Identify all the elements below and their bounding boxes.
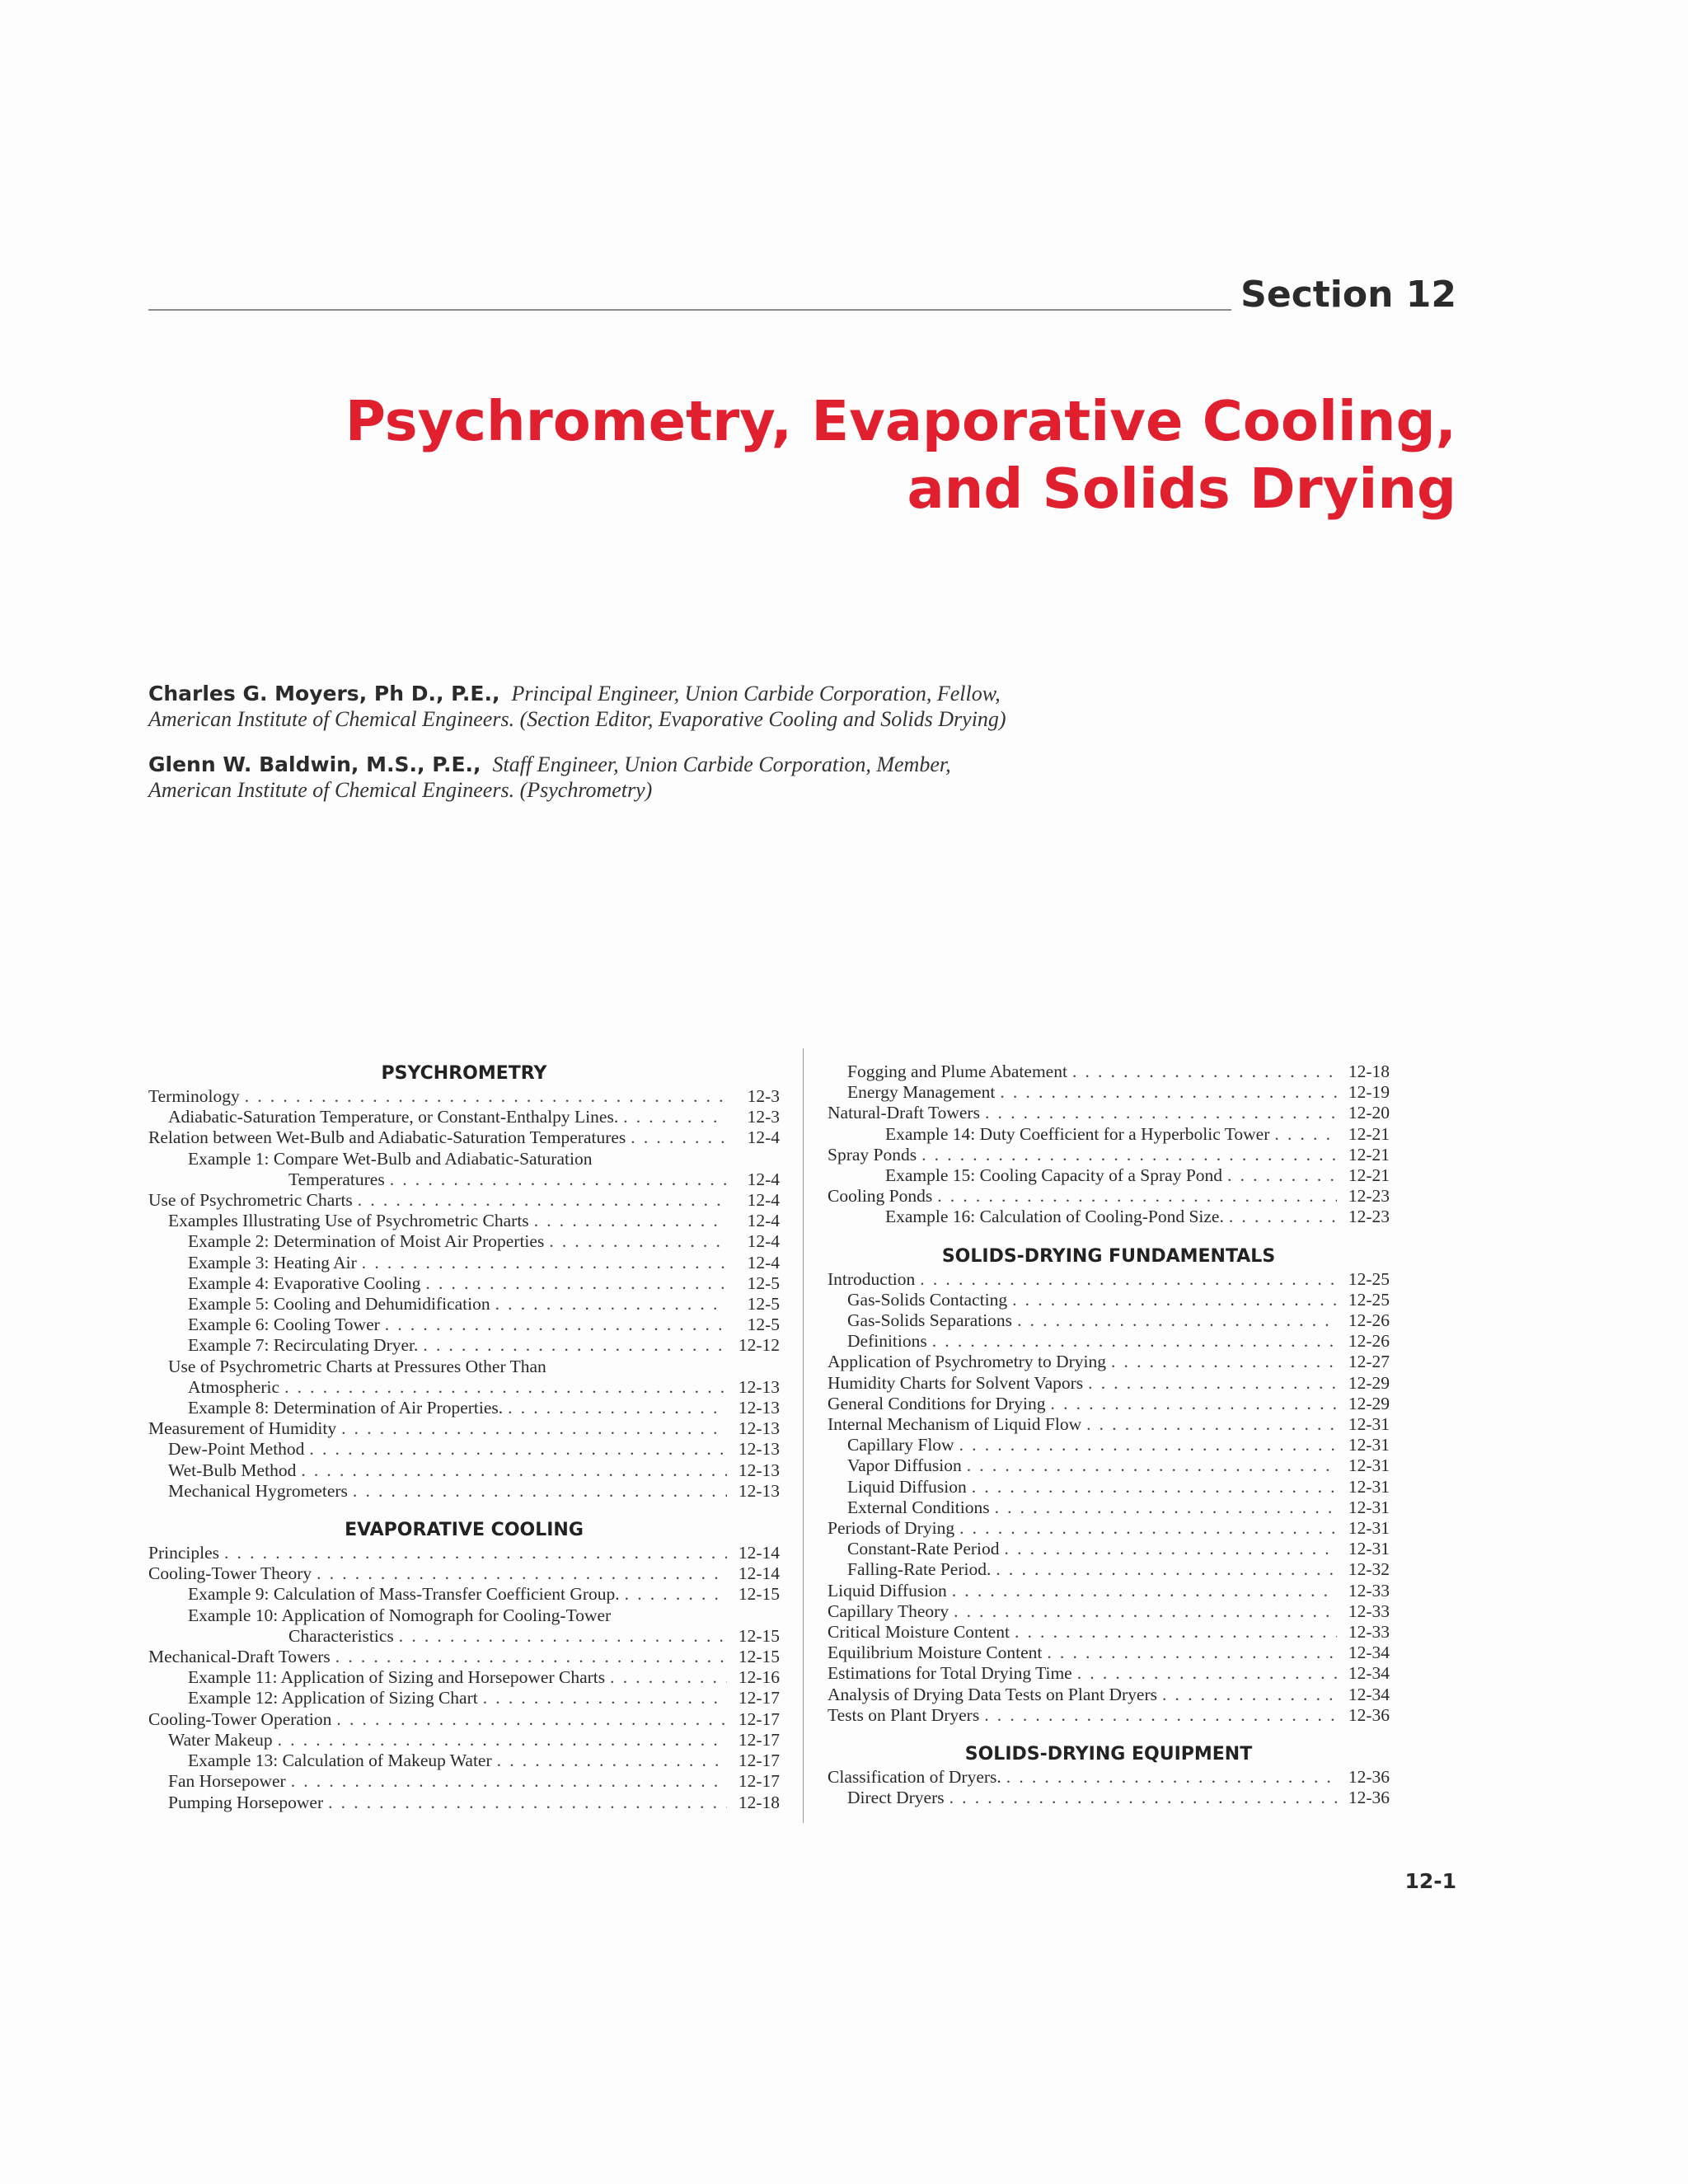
- toc-entry-title: Falling-Rate Period.: [847, 1559, 992, 1580]
- toc-entry[interactable]: [148, 1584, 780, 1605]
- toc-entry-title: Introduction: [828, 1268, 916, 1289]
- toc-entry-title: Energy Management: [847, 1082, 996, 1103]
- toc-entry[interactable]: [148, 1626, 780, 1647]
- toc-entry-title: Capillary Flow: [847, 1435, 954, 1455]
- toc-entry-page: 12-17: [738, 1708, 780, 1729]
- toc-entry-title: Water Makeup: [168, 1729, 273, 1750]
- toc-entry-page: 12-23: [1348, 1207, 1390, 1227]
- toc-entry-title: Fan Horsepower: [168, 1771, 286, 1792]
- toc-entry[interactable]: [828, 1062, 1390, 1082]
- author-list: [148, 681, 1010, 823]
- toc-entry[interactable]: [148, 1294, 780, 1315]
- toc-entry-title: Characteristics: [288, 1625, 394, 1646]
- toc-leader-dots: [967, 1455, 1337, 1476]
- toc-entry-title: Liquid Diffusion: [847, 1476, 967, 1497]
- toc-entry-title: Dew-Point Method: [168, 1439, 305, 1460]
- toc-entry-title: Natural-Draft Towers: [828, 1103, 980, 1123]
- toc-entry-title: Example 5: Cooling and Dehumidification: [188, 1294, 490, 1315]
- toc-leader-dots: [1077, 1663, 1337, 1684]
- toc-leader-dots: [959, 1435, 1337, 1455]
- toc-entry-page: 12-16: [738, 1667, 780, 1688]
- toc-leader-dots: [495, 1294, 727, 1315]
- toc-entry-title: Example 14: Duty Coefficient for a Hyperbolic Tower: [885, 1123, 1270, 1144]
- title-line-2: and Solids Drying: [907, 457, 1456, 521]
- toc-entry-title: Example 15: Cooling Capacity of a Spray Pond: [885, 1165, 1223, 1186]
- toc-entry-title: Example 4: Evaporative Cooling: [188, 1272, 421, 1293]
- toc-entry-title: Example 12: Application of Sizing Chart: [188, 1688, 478, 1708]
- toc-entry[interactable]: [148, 1190, 780, 1211]
- toc-entry-title: Pumping Horsepower: [168, 1792, 324, 1812]
- toc-leader-dots: [972, 1477, 1337, 1497]
- toc-entry[interactable]: [148, 1460, 780, 1481]
- toc-entry-title: Example 7: Recirculating Dryer.: [188, 1335, 419, 1356]
- toc-leader-dots: [937, 1186, 1337, 1207]
- toc-entry-page: 12-5: [747, 1294, 780, 1315]
- toc-entry-page: 12-29: [1348, 1372, 1390, 1393]
- toc-leader-dots: [920, 1269, 1337, 1290]
- toc-entry-title: Periods of Drying: [828, 1518, 955, 1539]
- toc-entry-title: Humidity Charts for Solvent Vapors: [828, 1372, 1084, 1393]
- toc-entry-title: Examples Illustrating Use of Psychrometric Charts: [168, 1211, 529, 1231]
- toc-entry-title: Example 11: Application of Sizing and Horsepower Charts: [188, 1667, 606, 1688]
- toc-entry[interactable]: [828, 1082, 1390, 1103]
- toc-entry-page: 12-36: [1348, 1788, 1390, 1808]
- toc-leader-dots: [328, 1793, 727, 1813]
- toc-leader-dots: [335, 1647, 727, 1667]
- toc-entry-page: 12-32: [1348, 1559, 1390, 1580]
- toc-entry[interactable]: [148, 1793, 780, 1813]
- toc-leader-dots: [932, 1331, 1337, 1352]
- toc-entry-page: 12-31: [1348, 1497, 1390, 1517]
- toc-entry[interactable]: [148, 1357, 780, 1377]
- toc-leader-dots: [284, 1377, 727, 1398]
- toc-left-column: [148, 1062, 780, 1813]
- toc-list-evaporative-cooling-continued: [828, 1062, 1390, 1228]
- toc-entry-title: Spray Ponds: [828, 1144, 917, 1165]
- toc-entry[interactable]: [148, 1231, 780, 1252]
- page-number: 12-1: [1404, 1869, 1456, 1893]
- toc-leader-dots: [358, 1190, 727, 1211]
- toc-leader-dots: [1162, 1685, 1337, 1705]
- toc-entry-title: Gas-Solids Separations: [847, 1310, 1013, 1331]
- toc-entry[interactable]: [828, 1290, 1390, 1310]
- toc-entry-title: Constant-Rate Period: [847, 1539, 1000, 1559]
- toc-entry-title: Liquid Diffusion: [828, 1580, 947, 1601]
- toc-entry-title: External Conditions: [847, 1497, 990, 1517]
- toc-entry[interactable]: [148, 1667, 780, 1688]
- toc-entry[interactable]: [148, 1647, 780, 1667]
- toc-entry-page: 12-36: [1348, 1704, 1390, 1725]
- toc-entry-page: 12-15: [738, 1625, 780, 1646]
- toc-entry-title: Wet-Bulb Method: [168, 1460, 297, 1480]
- toc-leader-dots: [952, 1581, 1337, 1601]
- toc-leader-dots: [1000, 1082, 1337, 1103]
- toc-entry[interactable]: [828, 1767, 1390, 1788]
- toc-entry-title: Gas-Solids Contacting: [847, 1289, 1008, 1310]
- toc-leader-dots: [625, 1584, 727, 1605]
- toc-entry[interactable]: [828, 1643, 1390, 1663]
- toc-leader-dots: [390, 1169, 727, 1190]
- toc-entry-page: 12-31: [1348, 1455, 1390, 1476]
- title-line-1: Psychrometry, Evaporative Cooling,: [345, 389, 1456, 453]
- toc-entry-page: 12-31: [1348, 1435, 1390, 1455]
- toc-leader-dots: [959, 1518, 1337, 1539]
- toc-entry[interactable]: [148, 1605, 780, 1626]
- toc-entry[interactable]: [828, 1622, 1390, 1643]
- author-name: Glenn W. Baldwin, M.S., P.E.,: [148, 752, 481, 776]
- toc-entry[interactable]: [828, 1373, 1390, 1394]
- toc-entry[interactable]: [828, 1145, 1390, 1165]
- author-affiliation: Principal Engineer, Union Carbide Corporation, Fellow, American Institute of Chemical Engineers. (Section Editor, Evaporative Cooling and Solids Drying): [148, 682, 1006, 731]
- toc-entry-page: 12-17: [738, 1750, 780, 1771]
- toc-entry[interactable]: [828, 1414, 1390, 1435]
- toc-leader-dots: [309, 1439, 727, 1460]
- toc-entry[interactable]: [148, 1335, 780, 1356]
- toc-leader-dots: [508, 1398, 727, 1418]
- toc-entry-page: 12-13: [738, 1376, 780, 1397]
- toc-heading-psychrometry: PSYCHROMETRY: [381, 1063, 547, 1084]
- toc-entry-page: 12-4: [747, 1231, 780, 1252]
- toc-entry[interactable]: [148, 1211, 780, 1231]
- toc-entry[interactable]: [148, 1127, 780, 1148]
- toc-entry-page: 12-25: [1348, 1268, 1390, 1289]
- toc-heading-evaporative-cooling: EVAPORATIVE COOLING: [345, 1520, 584, 1541]
- toc-leader-dots: [1072, 1062, 1337, 1082]
- toc-entry[interactable]: [828, 1518, 1390, 1539]
- toc-leader-dots: [1274, 1124, 1337, 1145]
- toc-entry-title: Adiabatic-Saturation Temperature, or Constant-Enthalpy Lines.: [168, 1107, 619, 1127]
- toc-leader-dots: [224, 1543, 727, 1563]
- column-divider: [803, 1048, 804, 1823]
- toc-leader-dots: [549, 1231, 727, 1252]
- toc-entry-title: Classification of Dryers.: [828, 1767, 1001, 1788]
- toc-entry-page: 12-12: [738, 1335, 780, 1356]
- toc-entry-page: 12-13: [738, 1480, 780, 1501]
- toc-leader-dots: [1229, 1207, 1337, 1227]
- toc-entry[interactable]: [828, 1497, 1390, 1518]
- toc-entry-page: 12-26: [1348, 1331, 1390, 1352]
- toc-entry[interactable]: [828, 1124, 1390, 1145]
- toc-entry[interactable]: [828, 1685, 1390, 1705]
- toc-entry-page: 12-17: [738, 1729, 780, 1750]
- toc-leader-dots: [483, 1688, 727, 1708]
- toc-entry-page: 12-15: [738, 1584, 780, 1605]
- toc-entry-page: 12-25: [1348, 1289, 1390, 1310]
- toc-entry-title: Example 10: Application of Nomograph for Cooling-Tower: [188, 1605, 612, 1625]
- toc-leader-dots: [954, 1601, 1337, 1622]
- toc-entry-title: Principles: [148, 1543, 219, 1563]
- toc-entry[interactable]: [148, 1439, 780, 1460]
- toc-entry-page: 12-36: [1348, 1767, 1390, 1788]
- toc-entry[interactable]: [148, 1398, 780, 1418]
- toc-entry-page: 12-19: [1348, 1082, 1390, 1103]
- toc-entry-title: Tests on Plant Dryers: [828, 1704, 980, 1725]
- toc-entry[interactable]: [828, 1539, 1390, 1559]
- toc-entry-title: Use of Psychrometric Charts: [148, 1190, 353, 1211]
- author-entry: [148, 681, 1010, 732]
- toc-entry-page: 12-29: [1348, 1393, 1390, 1413]
- toc-entry[interactable]: [148, 1709, 780, 1730]
- toc-entry[interactable]: [148, 1273, 780, 1294]
- toc-leader-dots: [995, 1497, 1337, 1518]
- toc-leader-dots: [1088, 1373, 1337, 1394]
- toc-entry-page: 12-33: [1348, 1622, 1390, 1643]
- toc-entry[interactable]: [828, 1165, 1390, 1186]
- toc-entry[interactable]: [828, 1310, 1390, 1331]
- toc-entry-title: Analysis of Drying Data Tests on Plant Dryers: [828, 1684, 1157, 1704]
- toc-entry-title: Application of Psychrometry to Drying: [828, 1352, 1106, 1372]
- toc-entry-page: 12-34: [1348, 1684, 1390, 1704]
- toc-right-column: [828, 1062, 1390, 1809]
- toc-entry-page: 12-4: [747, 1211, 780, 1231]
- toc-entry-title: Example 3: Heating Air: [188, 1252, 357, 1272]
- toc-leader-dots: [1017, 1310, 1337, 1331]
- toc-leader-dots: [1227, 1165, 1337, 1186]
- toc-entry[interactable]: [828, 1559, 1390, 1580]
- toc-entry-title: Cooling-Tower Operation: [148, 1708, 332, 1729]
- toc-entry[interactable]: [828, 1705, 1390, 1726]
- toc-entry-page: 12-14: [738, 1543, 780, 1563]
- toc-entry-page: 12-13: [738, 1398, 780, 1418]
- page-title: [345, 387, 1456, 523]
- toc-leader-dots: [341, 1418, 727, 1439]
- section-rule: [148, 309, 1231, 311]
- toc-entry[interactable]: [148, 1418, 780, 1439]
- toc-entry-page: 12-13: [738, 1418, 780, 1439]
- toc-entry[interactable]: [828, 1331, 1390, 1352]
- toc-entry-page: 12-31: [1348, 1518, 1390, 1539]
- toc-leader-dots: [1111, 1352, 1337, 1372]
- toc-entry-page: 12-33: [1348, 1601, 1390, 1621]
- toc-entry[interactable]: [148, 1563, 780, 1584]
- toc-entry-title: Example 1: Compare Wet-Bulb and Adiabatic-Saturation: [188, 1148, 593, 1169]
- toc-leader-dots: [1015, 1622, 1337, 1643]
- toc-leader-dots: [316, 1563, 727, 1584]
- toc-entry[interactable]: [148, 1481, 780, 1502]
- toc-entry-page: 12-18: [738, 1792, 780, 1812]
- toc-entry-title: Example 13: Calculation of Makeup Water: [188, 1750, 492, 1771]
- toc-entry-page: 12-31: [1348, 1539, 1390, 1559]
- toc-entry-page: 12-4: [747, 1127, 780, 1148]
- toc-leader-dots: [385, 1315, 727, 1335]
- toc-entry-page: 12-17: [738, 1688, 780, 1708]
- toc-entry-page: 12-21: [1348, 1123, 1390, 1144]
- toc-entry-title: Vapor Diffusion: [847, 1455, 962, 1476]
- toc-entry-title: Atmospheric: [188, 1376, 280, 1397]
- toc-entry[interactable]: [148, 1086, 780, 1107]
- toc-entry[interactable]: [148, 1688, 780, 1708]
- toc-entry-page: 12-34: [1348, 1663, 1390, 1684]
- toc-leader-dots: [336, 1709, 727, 1730]
- toc-entry[interactable]: [828, 1455, 1390, 1476]
- toc-leader-dots: [423, 1335, 727, 1356]
- toc-entry-page: 12-17: [738, 1771, 780, 1792]
- toc-entry-page: 12-14: [738, 1563, 780, 1584]
- section-label: Section 12: [1240, 274, 1456, 316]
- toc-entry[interactable]: [148, 1253, 780, 1273]
- toc-entry-page: 12-5: [747, 1315, 780, 1335]
- toc-entry[interactable]: [148, 1315, 780, 1335]
- toc-entry[interactable]: [828, 1788, 1390, 1808]
- author-name: Charles G. Moyers, Ph D., P.E.,: [148, 682, 500, 705]
- toc-list-evaporative-cooling: [148, 1543, 780, 1813]
- toc-entry[interactable]: [828, 1207, 1390, 1227]
- toc-entry[interactable]: [828, 1394, 1390, 1414]
- toc-leader-dots: [425, 1273, 727, 1294]
- toc-entry-page: 12-33: [1348, 1580, 1390, 1601]
- toc-entry-page: 12-21: [1348, 1144, 1390, 1165]
- toc-entry-title: Cooling Ponds: [828, 1186, 933, 1207]
- toc-entry[interactable]: [828, 1103, 1390, 1123]
- toc-leader-dots: [399, 1626, 727, 1647]
- toc-entry-title: Mechanical-Draft Towers: [148, 1647, 331, 1667]
- toc-entry-page: 12-13: [738, 1460, 780, 1480]
- toc-leader-dots: [1047, 1643, 1337, 1663]
- toc-entry-page: 12-3: [747, 1107, 780, 1127]
- toc-entry-title: Terminology: [148, 1086, 240, 1106]
- toc-entry-title: Measurement of Humidity: [148, 1418, 337, 1439]
- toc-entry-page: 12-31: [1348, 1414, 1390, 1435]
- toc-entry-title: Temperatures: [288, 1169, 385, 1189]
- toc-entry-title: General Conditions for Drying: [828, 1393, 1046, 1413]
- toc-entry-page: 12-20: [1348, 1103, 1390, 1123]
- toc-entry-page: 12-5: [747, 1272, 780, 1293]
- toc-entry-title: Fogging and Plume Abatement: [847, 1062, 1067, 1081]
- toc-entry[interactable]: [828, 1477, 1390, 1497]
- toc-leader-dots: [278, 1730, 727, 1750]
- toc-entry[interactable]: [148, 1750, 780, 1771]
- toc-entry[interactable]: [828, 1352, 1390, 1372]
- toc-entry-title: Direct Dryers: [847, 1788, 945, 1808]
- toc-entry-title: Internal Mechanism of Liquid Flow: [828, 1414, 1082, 1435]
- toc-entry-title: Use of Psychrometric Charts at Pressures Other Than: [168, 1356, 546, 1376]
- toc-list-solids-drying-fundamentals: [828, 1269, 1390, 1726]
- toc-entry[interactable]: [148, 1543, 780, 1563]
- author-affiliation: Staff Engineer, Union Carbide Corporation, Member, American Institute of Chemical Engineers. (Psychrometry): [148, 752, 951, 802]
- toc-leader-dots: [534, 1211, 727, 1231]
- toc-entry-title: Capillary Theory: [828, 1601, 950, 1621]
- toc-leader-dots: [996, 1559, 1337, 1580]
- toc-entry-title: Example 6: Cooling Tower: [188, 1315, 380, 1335]
- toc-entry-page: 12-26: [1348, 1310, 1390, 1331]
- toc-entry-title: Example 8: Determination of Air Properties.: [188, 1398, 504, 1418]
- toc-heading-solids-drying-fundamentals: SOLIDS-DRYING FUNDAMENTALS: [941, 1245, 1276, 1267]
- toc-entry-title: Cooling-Tower Theory: [148, 1563, 312, 1584]
- toc-leader-dots: [291, 1771, 727, 1792]
- toc-entry[interactable]: [828, 1581, 1390, 1601]
- toc-leader-dots: [362, 1253, 727, 1273]
- toc-entry[interactable]: [148, 1169, 780, 1190]
- toc-entry-page: 12-15: [738, 1647, 780, 1667]
- toc-entry-page: 12-13: [738, 1439, 780, 1460]
- toc-leader-dots: [610, 1667, 727, 1688]
- toc-heading-solids-drying-equipment: SOLIDS-DRYING EQUIPMENT: [964, 1744, 1253, 1765]
- toc-list-psychrometry: [148, 1086, 780, 1502]
- toc-leader-dots: [1012, 1290, 1337, 1310]
- toc-leader-dots: [623, 1107, 727, 1127]
- toc-entry-title: Equilibrium Moisture Content: [828, 1643, 1043, 1663]
- toc-entry-page: 12-27: [1348, 1352, 1390, 1372]
- toc-entry-title: Estimations for Total Drying Time: [828, 1663, 1072, 1684]
- toc-entry-title: Example 9: Calculation of Mass-Transfer Coefficient Group.: [188, 1584, 620, 1605]
- toc-entry-title: Example 16: Calculation of Cooling-Pond Size.: [885, 1207, 1224, 1227]
- toc-leader-dots: [631, 1127, 727, 1148]
- toc-entry-title: Definitions: [847, 1331, 927, 1352]
- toc-entry[interactable]: [828, 1663, 1390, 1684]
- toc-entry[interactable]: [148, 1149, 780, 1169]
- toc-entry-page: 12-31: [1348, 1476, 1390, 1497]
- toc-entry[interactable]: [828, 1601, 1390, 1622]
- toc-leader-dots: [1051, 1394, 1337, 1414]
- toc-entry[interactable]: [828, 1186, 1390, 1207]
- toc-entry[interactable]: [148, 1730, 780, 1750]
- toc-leader-dots: [353, 1481, 727, 1502]
- toc-leader-dots: [1005, 1539, 1337, 1559]
- toc-entry[interactable]: [148, 1107, 780, 1127]
- toc-leader-dots: [245, 1086, 727, 1107]
- toc-entry-title: Example 2: Determination of Moist Air Properties: [188, 1231, 545, 1252]
- toc-entry-page: 12-23: [1348, 1186, 1390, 1207]
- toc-leader-dots: [301, 1460, 727, 1481]
- toc-leader-dots: [921, 1145, 1337, 1165]
- toc-leader-dots: [497, 1750, 727, 1771]
- toc-entry[interactable]: [148, 1377, 780, 1398]
- toc-leader-dots: [985, 1103, 1337, 1123]
- toc-leader-dots: [1006, 1767, 1337, 1788]
- toc-entry[interactable]: [828, 1435, 1390, 1455]
- toc-entry-title: Critical Moisture Content: [828, 1622, 1010, 1643]
- toc-entry-page: 12-34: [1348, 1643, 1390, 1663]
- toc-leader-dots: [984, 1705, 1337, 1726]
- toc-entry[interactable]: [828, 1269, 1390, 1290]
- toc-entry[interactable]: [148, 1771, 780, 1792]
- author-entry: [148, 752, 1010, 803]
- toc-entry-page: 12-4: [747, 1190, 780, 1211]
- toc-list-solids-drying-equipment: [828, 1767, 1390, 1808]
- toc-entry-title: Relation between Wet-Bulb and Adiabatic-Saturation Temperatures: [148, 1127, 626, 1148]
- toc-entry-page: 12-18: [1348, 1062, 1390, 1081]
- toc-entry-page: 12-3: [747, 1086, 780, 1106]
- toc-entry-title: Mechanical Hygrometers: [168, 1480, 348, 1501]
- toc-leader-dots: [950, 1788, 1337, 1808]
- toc-entry-page: 12-4: [747, 1169, 780, 1189]
- toc-leader-dots: [1086, 1414, 1337, 1435]
- toc-entry-page: 12-4: [747, 1252, 780, 1272]
- toc-entry-page: 12-21: [1348, 1165, 1390, 1186]
